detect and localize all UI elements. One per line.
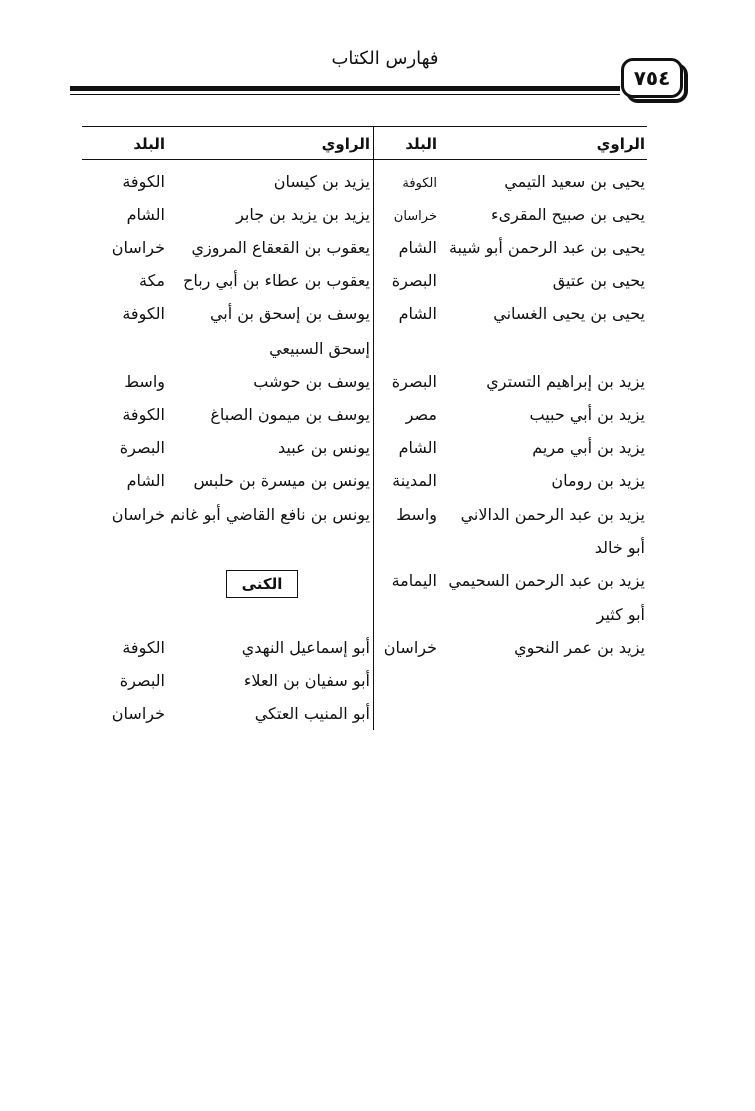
table-row-narrator: يعقوب بن عطاء بن أبي رباح (183, 271, 370, 290)
right-narrator-header: الراوي (596, 135, 645, 153)
table-row-narrator: يحيى بن صبيح المقرىء (491, 205, 645, 224)
table-row-city: خراسان (383, 638, 437, 657)
table-row-narrator: يحيى بن عبد الرحمن أبو شيبة (448, 238, 645, 257)
column-divider (373, 127, 374, 730)
table-row-city: المدينة (392, 471, 437, 490)
table-row-narrator: يوسف بن حوشب (253, 372, 370, 391)
table-row-narrator: يزيد بن كيسان (273, 172, 370, 191)
table-row-city: الكوفة (402, 176, 437, 191)
page-number-badge: ٧٥٤ (621, 58, 683, 98)
table-row-narrator: يحيى بن سعيد التيمي (504, 172, 645, 191)
table-row-narrator: يونس بن نافع القاضي أبو غانم (170, 505, 370, 524)
table-row-continuation: أبو كثير (596, 605, 645, 624)
table-row-narrator: يونس بن ميسرة بن حلبس (193, 471, 370, 490)
right-city-header: البلد (405, 135, 437, 153)
table-row-city: البصرة (391, 271, 437, 290)
table-row-city: الشام (398, 304, 437, 323)
header-rule-thin (70, 94, 620, 95)
table-row-narrator: يزيد بن أبي مريم (532, 438, 645, 457)
table-row-city: خراسان (111, 505, 165, 524)
table-row-city: مكة (139, 271, 165, 290)
table-row-city: الشام (398, 438, 437, 457)
table-row-continuation: أبو خالد (594, 538, 645, 557)
table-row-narrator: يزيد بن أبي حبيب (529, 405, 645, 424)
table-row-city: الكوفة (122, 638, 165, 657)
table-row-narrator: يزيد بن عبد الرحمن الدالاني (460, 505, 645, 524)
header-rule-thick (70, 86, 620, 91)
table-row-narrator: يوسف بن إسحق بن أبي (209, 304, 370, 323)
page-title: فهارس الكتاب (331, 48, 439, 69)
kuna-section-heading: الكنى (226, 570, 298, 598)
left-narrator-header: الراوي (321, 135, 370, 153)
table-row-narrator: يزيد بن رومان (551, 471, 645, 490)
table-top-border (82, 126, 647, 127)
table-row-city: البصرة (119, 671, 165, 690)
table-row-city: خراسان (111, 704, 165, 723)
table-row-narrator: يزيد بن يزيد بن جابر (236, 205, 370, 224)
table-row-narrator: يحيى بن يحيى الغساني (493, 304, 645, 323)
table-row-city: واسط (396, 505, 437, 524)
table-row-city: خراسان (393, 209, 437, 224)
table-row-city: الكوفة (122, 172, 165, 191)
table-row-narrator: يوسف بن ميمون الصباغ (210, 405, 370, 424)
table-row-city: اليمامة (391, 571, 437, 590)
table-row-narrator: يعقوب بن القعقاع المروزي (191, 238, 370, 257)
table-row-city: الشام (126, 205, 165, 224)
table-row-narrator: يزيد بن عمر النحوي (514, 638, 645, 657)
left-city-header: البلد (133, 135, 165, 153)
table-row-narrator: يزيد بن عبد الرحمن السحيمي (448, 571, 645, 590)
table-row-city: البصرة (391, 372, 437, 391)
table-row-city: واسط (124, 372, 165, 391)
table-row-city: خراسان (111, 238, 165, 257)
table-row-city: الكوفة (122, 405, 165, 424)
table-row-narrator: أبو المنيب العتكي (254, 704, 370, 723)
table-row-city: الشام (126, 471, 165, 490)
table-row-narrator: أبو إسماعيل النهدي (241, 638, 370, 657)
table-row-narrator: يزيد بن إبراهيم التستري (486, 372, 645, 391)
table-row-city: الكوفة (122, 304, 165, 323)
table-row-narrator: يحيى بن عتيق (552, 271, 645, 290)
table-row-narrator: يونس بن عبيد (278, 438, 370, 457)
table-row-city: مصر (405, 405, 437, 424)
table-header-border (82, 159, 647, 160)
table-row-city: البصرة (119, 438, 165, 457)
table-row-narrator: أبو سفيان بن العلاء (243, 671, 370, 690)
table-row-city: الشام (398, 238, 437, 257)
table-row-continuation: إسحق السبيعي (269, 339, 370, 358)
